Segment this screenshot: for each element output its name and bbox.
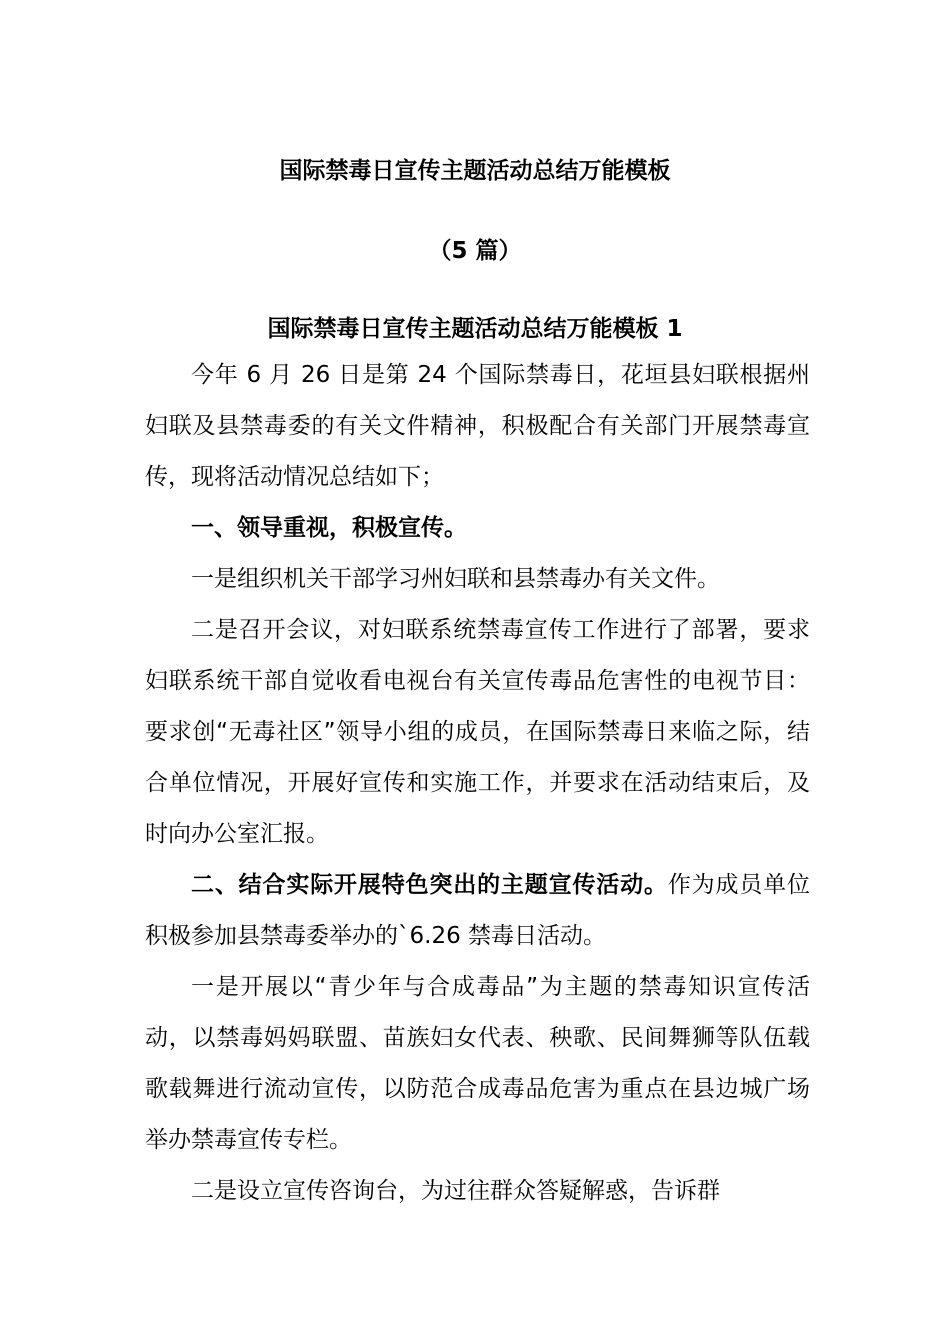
paragraph-intro: 今年 6 月 26 日是第 24 个国际禁毒日，花垣县妇联根据州妇联及县禁毒委的有关文件精神，积极配合有关部门开展禁毒宣传，现将活动情况总结如下； xyxy=(145,362,810,490)
section-two-text: 作为成员单位积极参加县禁毒委举办的`6.26 禁毒日活动。 xyxy=(145,872,811,949)
document-title: 国际禁毒日宣传主题活动总结万能模板 xyxy=(279,158,671,184)
section-title: 国际禁毒日宣传主题活动总结万能模板 1 xyxy=(267,316,683,342)
document-body xyxy=(145,350,810,1217)
paragraph-section-two xyxy=(145,860,810,962)
paragraph-youth-campaign: 一是开展以“青少年与合成毒品”为主题的禁毒知识宣传活动，以禁毒妈妈联盟、苗族妇女代表、秧歌、民间舞狮等队伍载歌载舞进行流动宣传，以防范合成毒品危害为重点在县边城广场举办禁毒宣传专栏。 xyxy=(145,974,810,1153)
heading-section-one: 一、领导重视，积极宣传。 xyxy=(191,515,467,541)
heading-section-two: 二、结合实际开展特色突出的主题宣传活动。 xyxy=(191,872,668,898)
paragraph-meeting: 二是召开会议，对妇联系统禁毒宣传工作进行了部署，要求妇联系统干部自觉收看电视台有关宣传毒品危害性的电视节目：要求创“无毒社区”领导小组的成员，在国际禁毒日来临之际，结合单位情况，开展好宣传和实施工作，并要求在活动结束后，及时向办公室汇报。 xyxy=(145,617,810,847)
paragraph-consult-desk: 二是设立宣传咨询台，为过往群众答疑解惑，告诉群 xyxy=(191,1178,720,1204)
document-subtitle: （5 篇） xyxy=(428,238,522,264)
paragraph-study-documents: 一是组织机关干部学习州妇联和县禁毒办有关文件。 xyxy=(191,566,720,592)
